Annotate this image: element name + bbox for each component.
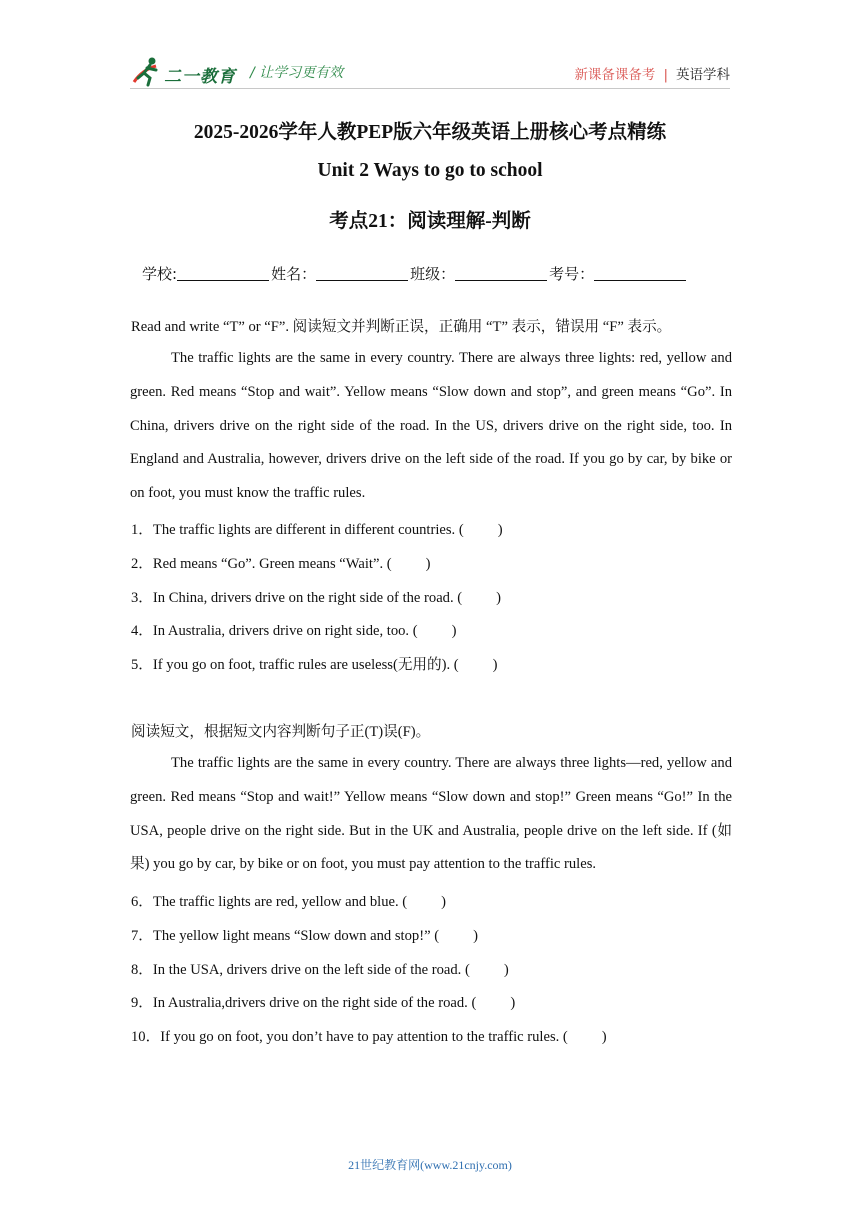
header-subject-label: 英语学科 [676,67,730,83]
question-2 [131,552,431,573]
question-number: 8． [131,962,153,978]
logo-text: 二一教育 [164,67,236,87]
question-3 [131,586,501,607]
question-close: ) [510,995,516,1011]
student-info-row [142,263,688,284]
question-9 [131,991,515,1012]
question-number: 9． [131,995,153,1011]
question-close: ) [473,928,478,944]
question-text: If you go on foot, traffic rules are useless(无用的). ( [152,657,459,673]
question-text: In the USA, drivers drive on the left side of the road. ( [152,962,470,978]
slogan: / 让学习更有效 [250,65,344,81]
header-separator: | [663,67,668,83]
question-close: ) [503,962,509,978]
question-text: The traffic lights are red, yellow and blue. ( [152,894,408,910]
number-label: 考号： [549,265,595,283]
question-close: ) [601,1029,607,1045]
question-close: ) [497,522,503,538]
page-header [130,56,730,90]
question-number: 3． [131,590,153,606]
question-close: ) [492,657,498,673]
question-text: The yellow light means “Slow down and stop!” ( [152,928,440,944]
header-subject [574,63,730,83]
question-6 [131,890,446,911]
question-1 [131,518,503,539]
question-number: 10． [131,1029,161,1045]
page-footer: 21世纪教育网(www.21cnjy.com) [348,1158,512,1172]
number-blank[interactable] [594,266,686,281]
question-close: ) [451,623,457,639]
question-close: ) [425,556,431,572]
question-number: 2． [131,556,153,572]
question-close: ) [441,894,446,910]
name-label: 姓名： [271,265,317,283]
question-5 [131,653,498,674]
question-text: In China, drivers drive on the right side of the road. ( [152,590,463,606]
class-blank[interactable] [455,266,547,281]
school-blank[interactable] [177,266,269,281]
question-number: 7． [131,928,153,944]
section1-passage: The traffic lights are the same in every country. There are always three lights: red, yellow and green. Red means “Stop and wait”. Yellow means “Slow down and stop”, and green means “Go”. In China, drivers drive on the right side of the road. In the US, drivers drive on the right side, too. In England and Australia, however, drivers drive on the left side of the road. If you go by car, by bike or on foot, you must know the traffic rules. [130,350,732,502]
question-4 [131,619,456,640]
section2-passage: The traffic lights are the same in every country. There are always three lights—red, yellow and green. Red means “Stop and wait!” Yellow means “Slow down and stop!” Green means “Go!” In the USA, people drive on the right side. But in the UK and Australia, people drive on the left side. If (如果) you go by car, by bike or on foot, you must pay attention to the traffic rules. [130,755,732,873]
question-text: The traffic lights are different in different countries. ( [152,522,464,538]
topic-title: 考点21：阅读理解-判断 [329,211,531,232]
unit-title: Unit 2 Ways to go to school [317,160,543,181]
runner-logo-icon [130,56,164,88]
question-text: In Australia,drivers drive on the right side of the road. ( [152,995,477,1011]
class-label: 班级： [410,265,456,283]
name-blank[interactable] [316,266,408,281]
question-8 [131,958,509,979]
question-7 [131,924,478,945]
question-text: Red means “Go”. Green means “Wait”. ( [152,556,392,572]
header-divider [130,88,730,89]
section1-instruction: Read and write “T” or “F”. 阅读短文并判断正误，正确用 “T” 表示，错误用 “F” 表示。 [131,319,672,335]
question-number: 5． [131,657,153,673]
question-number: 4． [131,623,153,639]
question-text: In Australia, drivers drive on right side, too. ( [152,623,418,639]
header-course-label: 新课备课备考 [574,67,656,83]
school-label: 学校: [142,265,178,283]
question-10 [131,1025,607,1046]
page-title: 2025-2026学年人教PEP版六年级英语上册核心考点精练 [193,122,667,143]
logo [130,56,240,88]
question-number: 1． [131,522,153,538]
question-number: 6． [131,894,153,910]
question-close: ) [496,590,502,606]
question-text: If you go on foot, you don’t have to pay attention to the traffic rules. ( [160,1029,568,1045]
section2-instruction: 阅读短文，根据短文内容判断句子正(T)误(F)。 [131,724,431,740]
